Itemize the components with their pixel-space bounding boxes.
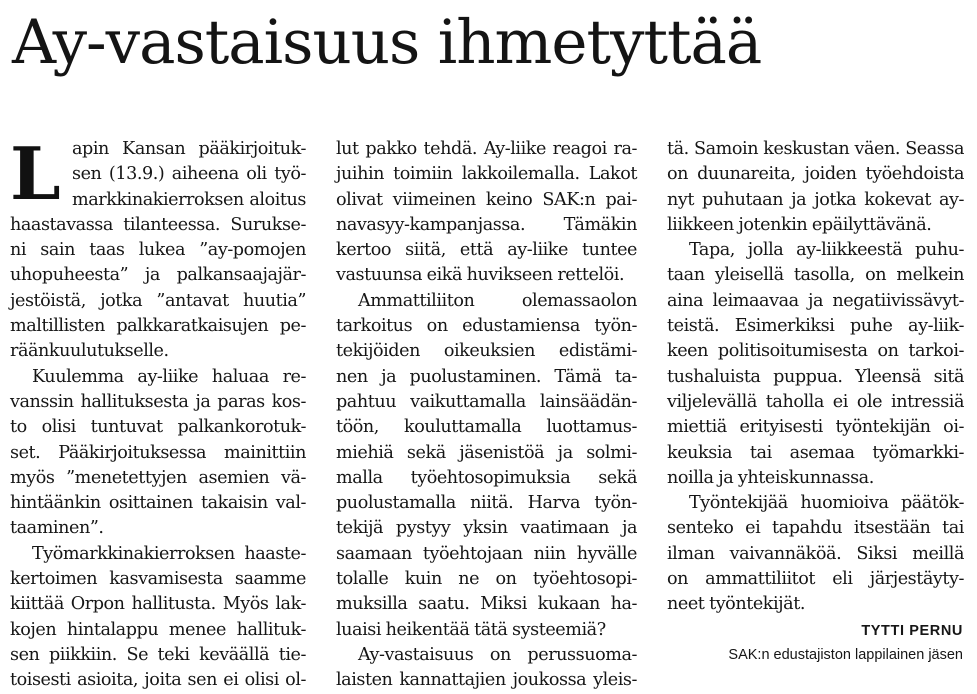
text-line: juihin toimiin lakkoilemalla. Lakot [336,164,637,185]
text-line: taan yleisellä tasolla, on melkein [667,265,964,286]
text-line: navasyy-kampanjassa. Tämäkin [336,214,637,235]
text-line: muksilla saatu. Miksi kukaan ha- [336,594,637,615]
text-line: maltillisten palkkaratkaisujen pe- [10,316,306,337]
text-line: tekijä pystyy yksin vaatimaan ja [336,518,637,539]
text-line: nyt puhutaan ja jotka kokevat ay- [667,189,964,210]
article-column-3 [667,137,964,618]
text-line: olivat viimeinen keino SAK:n pai- [336,189,637,210]
text-line: sen (13.9.) aiheena oli työ- [72,164,306,185]
text-line: keuksia tai asemaa työmarkki- [667,442,964,463]
text-line: töön, kouluttamalla luottamus- [336,417,637,438]
text-line: senteko ei tapahdu itsestään tai [667,518,964,539]
text-line: set. Pääkirjoituksessa mainittiin [10,442,306,463]
text-line: malla työehtosopimuksia sekä [336,467,637,488]
text-line: aina leimaavaa ja negatiivissävyt- [667,290,964,311]
text-line: räänkuulutukselle. [10,341,169,362]
text-line: tolalle kuin ne on työehtosopi- [336,569,637,590]
article-headline: Ay-vastaisuus ihmetyttää [12,7,762,78]
text-line: nen ja puolustaminen. Tämä ta- [336,366,637,387]
text-line: taaminen”. [10,518,104,539]
drop-cap: L [10,131,61,216]
text-line: Ammattiliiton olemassaolon [358,290,637,311]
text-line: kiittää Orpon hallitusta. Myös lak- [10,594,306,615]
text-line: tarkoitus on edustamiensa työn- [336,316,637,337]
text-line: miehiä sekä jäsenistöä ja solmi- [336,442,637,463]
text-line: kertoo siitä, että ay-liike tuntee [336,240,637,261]
text-line: tä. Samoin keskustan väen. Seassa [667,139,964,159]
text-line: miettiä erityisesti työntekijän oi- [667,417,964,438]
text-line: hintäänkin osittainen takaisin val- [10,493,306,514]
text-line: Työmarkkinakierroksen haaste- [32,543,306,564]
text-line: tushaluista puppua. Yleensä sitä [667,366,964,387]
text-line: Ay-vastaisuus on perussuoma- [358,644,637,665]
text-line: vanssin hallituksesta ja paras kos- [10,391,306,412]
author-name: TYTTI PERNU [861,623,963,639]
text-line: on duunareita, joiden työehdoista [667,164,964,185]
text-line: neet työntekijät. [667,594,805,615]
text-line: myös ”menetettyjen asemien vä- [10,467,306,488]
text-line: kojen hintalappu menee hallituk- [10,619,306,640]
text-line: Työntekijää huomioiva päätök- [689,493,964,514]
text-line: sen piikkiin. Se teki keväällä tie- [10,644,306,665]
text-line: ni sain taas lukea ”ay-pomojen [10,240,306,261]
text-line: toisesti asioita, joita sen ei olisi ol- [10,670,306,691]
article-column-2 [336,137,637,694]
text-line: ilman vaivannäköä. Siksi meillä [667,543,964,564]
text-line: luaisi heikentää tätä systeemiä? [336,619,606,640]
text-line: haastavassa tilanteessa. Surukse- [10,214,306,235]
text-line: Tapa, jolla ay-liikkeestä puhu- [689,240,964,261]
text-line: liikkeen jotenkin epäilyttävänä. [667,214,932,235]
text-line: saamaan työehtojaan niin hyvälle [336,543,637,564]
text-line: teistä. Esimerkiksi puhe ay-liik- [667,316,964,337]
text-line: Kuulemma ay-liike haluaa re- [32,366,306,387]
author-role: SAK:n edustajiston lappilainen jäsen [728,647,963,663]
text-line: uhopuheesta” ja palkansaajajär- [10,265,306,286]
text-line: markkinakierroksen aloitus [72,189,306,210]
text-line: keen politisoitumisesta on tarkoi- [667,341,964,362]
text-line: puolustamalla niitä. Harva työn- [336,493,637,514]
text-line: to olisi tuntuvat palkankorotuk- [10,417,306,438]
text-line: on ammattiliitot eli järjestäyty- [667,569,964,590]
text-line: vastuunsa eikä huvikseen rettelöi. [336,265,625,286]
text-line: noilla ja yhteiskunnassa. [667,467,874,488]
article-column-1 [10,131,306,694]
text-line: apin Kansan pääkirjoituk- [72,139,306,159]
text-line: kertoimen kasvamisesta saamme [10,569,306,590]
text-line: viljelevällä taholla ei ole intressiä [667,391,964,412]
text-line: laisten kannattajien joukossa yleis- [336,670,637,691]
text-line: pahtuu vaikuttamalla lainsäädän- [336,391,637,412]
text-line: jestöistä, jotka ”antavat huutia” [10,290,306,311]
text-line: lut pakko tehdä. Ay-liike reagoi ra- [336,139,637,159]
text-line: tekijöiden oikeuksien edistämi- [336,341,637,362]
